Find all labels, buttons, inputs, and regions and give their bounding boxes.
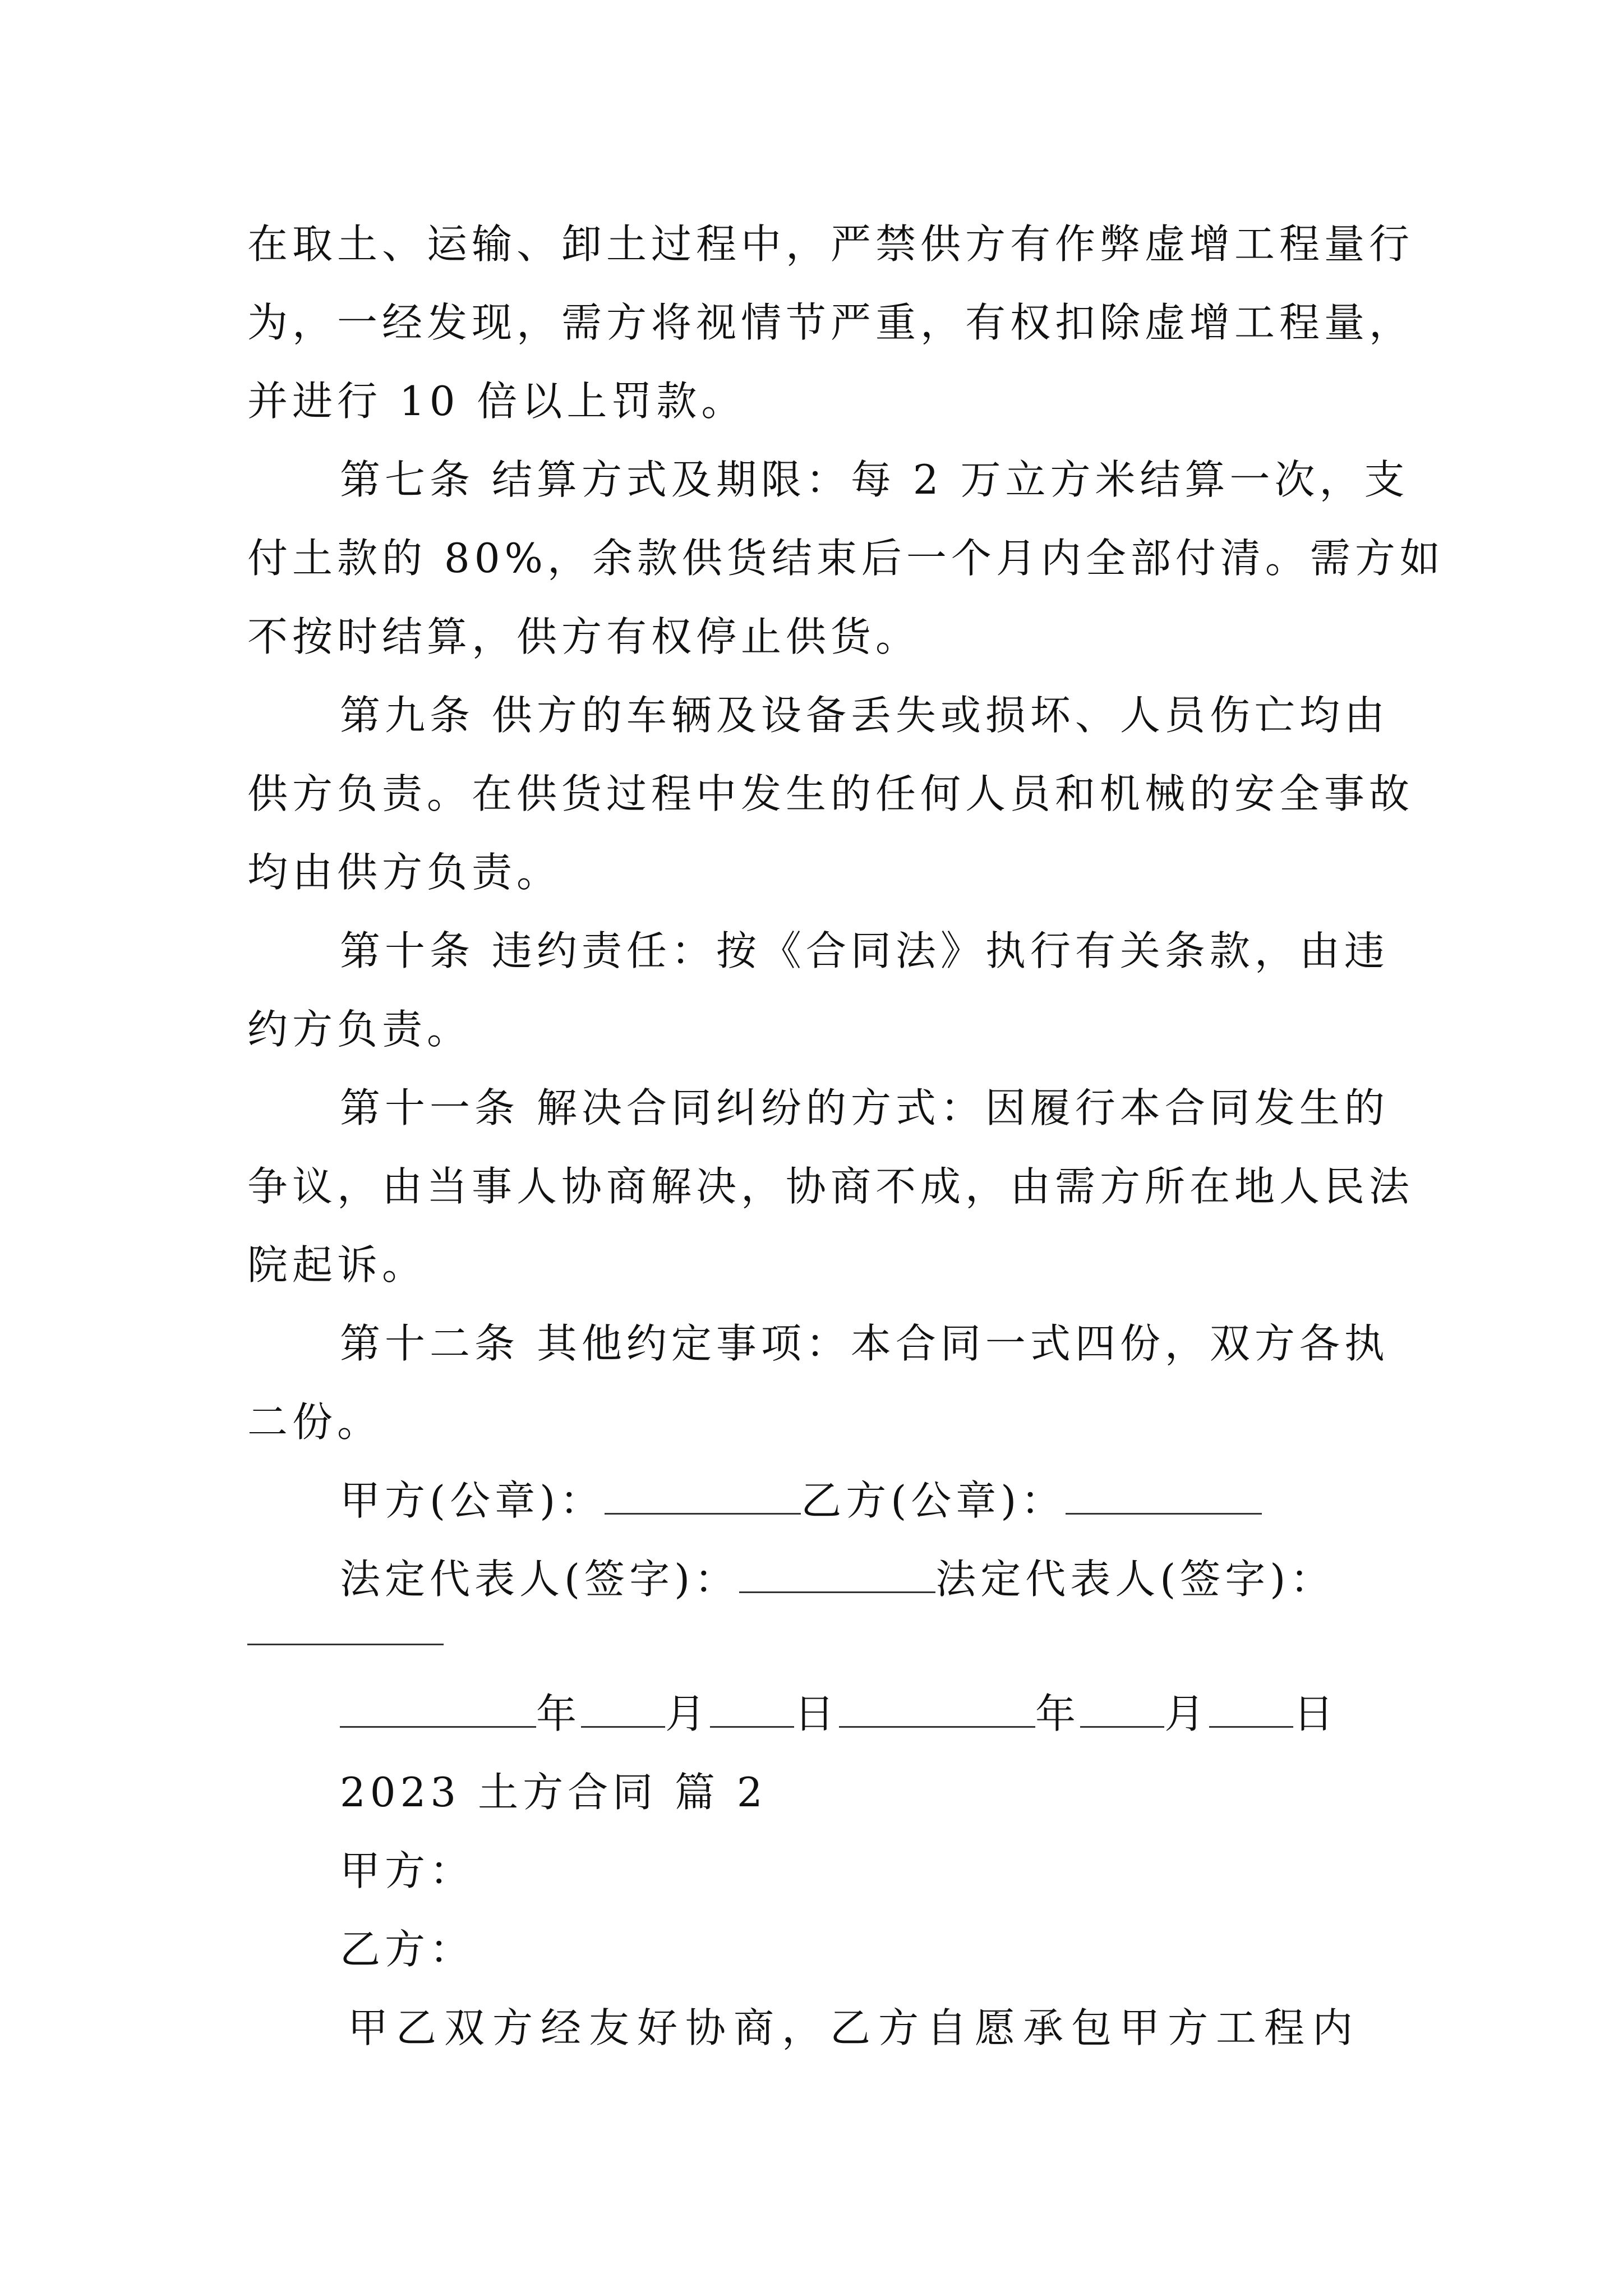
article-11-heading-line: 第十一条 解决合同纠纷的方式：因履行本合同发生的 bbox=[340, 1084, 1389, 1131]
party-b-seal-blank[interactable] bbox=[1066, 1474, 1262, 1515]
text-line: 为，一经发现，需方将视情节严重，有权扣除虚增工程量， bbox=[247, 299, 1414, 346]
month-label: 月 bbox=[665, 1690, 711, 1737]
text-line: 付土款的 80%，余款供货结束后一个月内全部付清。需方如 bbox=[247, 535, 1445, 582]
day-label: 日 bbox=[794, 1690, 840, 1737]
text-line: 争议，由当事人协商解决，协商不成，由需方所在地人民法 bbox=[247, 1163, 1414, 1210]
party-b-label: 乙方： bbox=[340, 1926, 475, 1973]
text-line: 院起诉。 bbox=[247, 1241, 427, 1289]
legal-rep-a-blank[interactable] bbox=[739, 1552, 935, 1593]
text-line: 二份。 bbox=[247, 1398, 382, 1446]
year-b-blank[interactable] bbox=[839, 1687, 1035, 1728]
text-line: 均由供方负责。 bbox=[247, 849, 562, 896]
year-a-blank[interactable] bbox=[340, 1687, 536, 1728]
party-a-label: 甲方： bbox=[340, 1847, 475, 1894]
month-b-blank[interactable] bbox=[1080, 1687, 1164, 1728]
year-label: 年 bbox=[1035, 1690, 1081, 1737]
party-a-seal-label: 甲方(公章)： bbox=[340, 1477, 605, 1524]
text-line: 在取土、运输、卸土过程中，严禁供方有作弊虚增工程量行 bbox=[247, 220, 1414, 268]
legal-rep-b-blank[interactable] bbox=[247, 1644, 444, 1645]
text-line: 不按时结算，供方有权停止供货。 bbox=[247, 613, 921, 660]
day-a-blank[interactable] bbox=[710, 1687, 794, 1728]
text-line: 约方负责。 bbox=[247, 1006, 472, 1053]
article-10-heading-line: 第十条 违约责任：按《合同法》执行有关条款，由违 bbox=[340, 927, 1389, 974]
legal-rep-line bbox=[340, 1551, 1335, 1607]
legal-rep-a-label: 法定代表人(签字)： bbox=[340, 1556, 740, 1603]
text-line: 供方负责。在供货过程中发生的任何人员和机械的安全事故 bbox=[247, 770, 1414, 817]
party-a-seal-blank[interactable] bbox=[605, 1474, 801, 1515]
legal-rep-b-label: 法定代表人(签字)： bbox=[935, 1556, 1335, 1603]
article-9-heading-line: 第九条 供方的车辆及设备丢失或损坏、人员伤亡均由 bbox=[340, 692, 1389, 739]
day-b-blank[interactable] bbox=[1209, 1687, 1293, 1728]
party-b-seal-label: 乙方(公章)： bbox=[801, 1477, 1066, 1524]
section-2-heading: 2023 土方合同 篇 2 bbox=[340, 1769, 767, 1816]
month-a-blank[interactable] bbox=[581, 1687, 665, 1728]
section-2-intro: 甲乙双方经友好协商，乙方自愿承包甲方工程内 bbox=[348, 2004, 1361, 2051]
article-12-heading-line: 第十二条 其他约定事项：本合同一式四份，双方各执 bbox=[340, 1320, 1389, 1367]
text-line: 并进行 10 倍以上罚款。 bbox=[247, 378, 746, 425]
month-label: 月 bbox=[1164, 1690, 1210, 1737]
article-7-heading-line: 第七条 结算方式及期限：每 2 万立方米结算一次，支 bbox=[340, 456, 1409, 503]
year-label: 年 bbox=[536, 1690, 582, 1737]
seal-line bbox=[340, 1473, 1262, 1529]
day-label: 日 bbox=[1293, 1690, 1339, 1737]
date-line bbox=[340, 1686, 1338, 1742]
